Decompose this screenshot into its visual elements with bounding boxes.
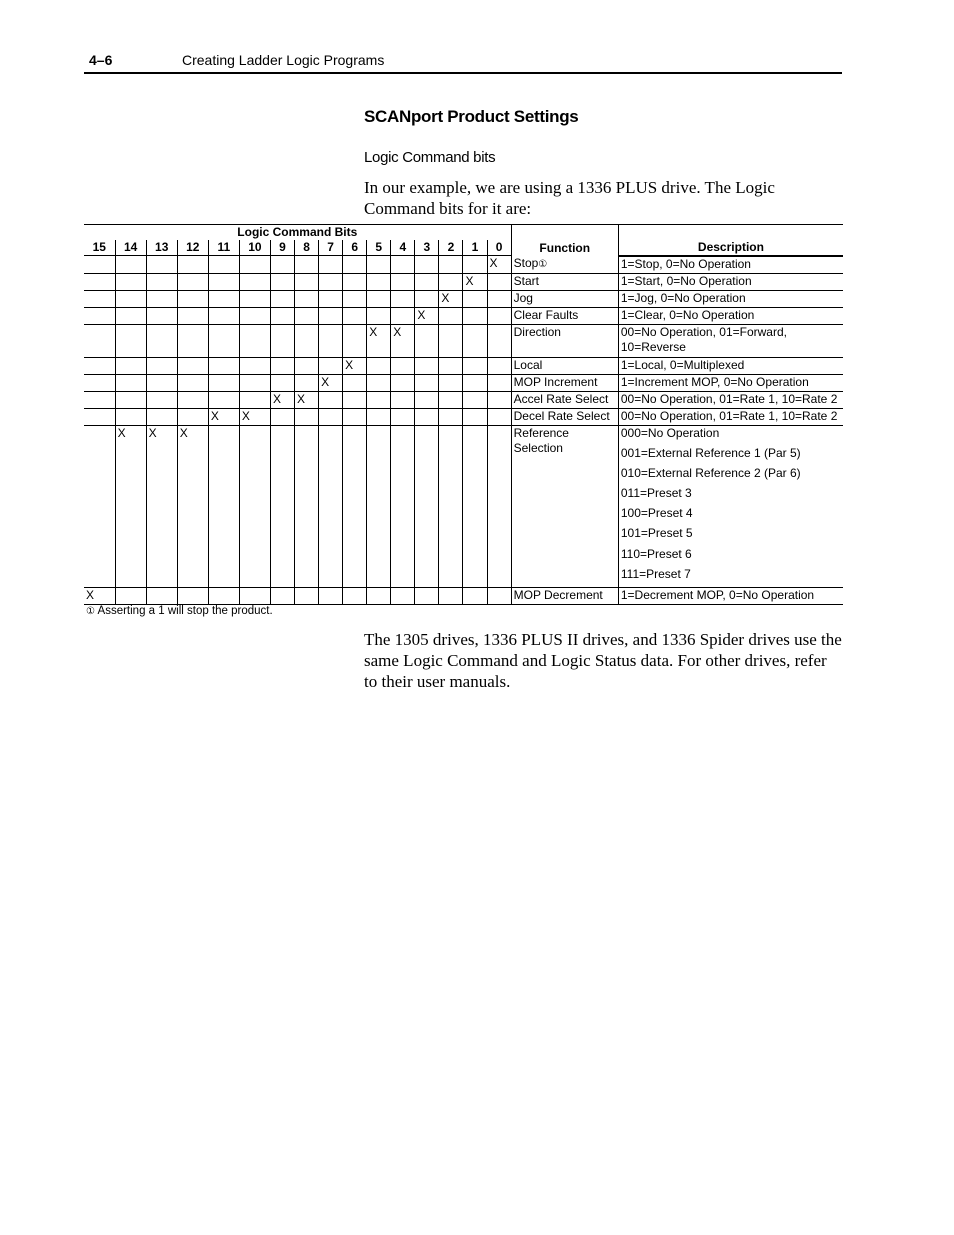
logic-command-table bbox=[84, 224, 843, 605]
bit-cell bbox=[295, 256, 319, 274]
bit-cell bbox=[367, 408, 391, 425]
bit-cell: X bbox=[295, 391, 319, 408]
bit-cell bbox=[295, 425, 319, 588]
function-label: MOP Increment bbox=[513, 374, 598, 389]
table-row bbox=[84, 425, 843, 588]
chapter-title: Creating Ladder Logic Programs bbox=[182, 52, 385, 68]
bit-cell bbox=[319, 408, 343, 425]
bit-cell bbox=[487, 425, 511, 588]
description-cell bbox=[618, 425, 843, 588]
bit-cell bbox=[439, 374, 463, 391]
function-cell bbox=[511, 374, 618, 391]
bit-header: 10 bbox=[239, 240, 270, 256]
bit-cell bbox=[463, 588, 487, 605]
bit-cell bbox=[343, 391, 367, 408]
bit-cell: X bbox=[270, 391, 294, 408]
bit-cell bbox=[270, 588, 294, 605]
bit-cell bbox=[270, 374, 294, 391]
bit-cell bbox=[295, 357, 319, 374]
bit-header: 7 bbox=[319, 240, 343, 256]
bit-cell bbox=[343, 273, 367, 290]
description-line: 011=Preset 3 bbox=[620, 486, 692, 501]
bit-cell bbox=[84, 357, 115, 374]
bit-cell bbox=[367, 357, 391, 374]
table-row bbox=[84, 307, 843, 324]
bit-cell bbox=[115, 357, 146, 374]
bit-cell bbox=[439, 588, 463, 605]
bit-cell bbox=[391, 256, 415, 274]
bit-header: 4 bbox=[391, 240, 415, 256]
function-label: Accel Rate Select bbox=[513, 391, 609, 406]
bit-cell bbox=[463, 307, 487, 324]
function-label: Jog bbox=[513, 290, 533, 305]
function-label: MOP Decrement bbox=[513, 588, 603, 602]
bit-cell bbox=[439, 307, 463, 324]
bit-cell bbox=[367, 290, 391, 307]
function-cell bbox=[511, 357, 618, 374]
bit-cell bbox=[487, 588, 511, 605]
bit-cell bbox=[239, 256, 270, 274]
bit-cell bbox=[177, 374, 208, 391]
bit-cell bbox=[146, 307, 177, 324]
bit-cell: X bbox=[177, 425, 208, 588]
table-body bbox=[84, 256, 843, 605]
function-cell bbox=[511, 307, 618, 324]
bit-cell bbox=[319, 357, 343, 374]
table-row bbox=[84, 324, 843, 357]
bit-cell bbox=[391, 307, 415, 324]
bit-cell bbox=[146, 408, 177, 425]
bit-cell bbox=[115, 256, 146, 274]
description-header: Description bbox=[618, 225, 843, 256]
bit-cell bbox=[439, 357, 463, 374]
bit-cell bbox=[208, 374, 239, 391]
bit-cell bbox=[295, 324, 319, 357]
bit-cell: X bbox=[487, 256, 511, 274]
footnote-symbol: ① bbox=[86, 606, 95, 617]
bit-cell bbox=[177, 324, 208, 357]
bit-cell bbox=[487, 307, 511, 324]
description-line: 001=External Reference 1 (Par 5) bbox=[620, 445, 801, 460]
bit-cell bbox=[84, 425, 115, 588]
bit-cell bbox=[146, 256, 177, 274]
table-row bbox=[84, 374, 843, 391]
bit-cell bbox=[487, 324, 511, 357]
bit-cell bbox=[415, 391, 439, 408]
bit-cell bbox=[391, 273, 415, 290]
bit-header: 14 bbox=[115, 240, 146, 256]
bit-cell bbox=[270, 408, 294, 425]
bit-cell bbox=[367, 256, 391, 274]
bit-cell bbox=[84, 374, 115, 391]
bit-cell bbox=[295, 307, 319, 324]
bit-cell bbox=[208, 273, 239, 290]
function-cell bbox=[511, 324, 618, 357]
bit-cell bbox=[343, 588, 367, 605]
bit-cell: X bbox=[415, 307, 439, 324]
bit-header: 0 bbox=[487, 240, 511, 256]
bit-cell bbox=[146, 290, 177, 307]
bit-cell bbox=[239, 425, 270, 588]
bit-cell bbox=[177, 391, 208, 408]
table-row bbox=[84, 408, 843, 425]
bit-cell bbox=[270, 256, 294, 274]
table-row bbox=[84, 588, 843, 605]
bit-cell bbox=[84, 256, 115, 274]
bit-cell: X bbox=[208, 408, 239, 425]
bit-cell bbox=[319, 307, 343, 324]
description-line: 110=Preset 6 bbox=[620, 546, 692, 561]
table-row bbox=[84, 273, 843, 290]
bit-cell bbox=[270, 324, 294, 357]
bit-cell bbox=[415, 290, 439, 307]
bit-cell bbox=[367, 374, 391, 391]
description-line: 101=Preset 5 bbox=[620, 526, 693, 541]
bit-cell bbox=[208, 290, 239, 307]
footnote-text: Asserting a 1 will stop the product. bbox=[97, 605, 273, 617]
bit-header: 13 bbox=[146, 240, 177, 256]
bit-cell bbox=[487, 374, 511, 391]
function-label: Start bbox=[513, 273, 539, 288]
bit-cell bbox=[146, 374, 177, 391]
intro-paragraph: In our example, we are using a 1336 PLUS drive. The Logic Command bits for it are: bbox=[364, 178, 775, 218]
bit-cell bbox=[319, 425, 343, 588]
bit-cell bbox=[343, 290, 367, 307]
bit-cell bbox=[463, 324, 487, 357]
bit-cell bbox=[439, 425, 463, 588]
bit-cell bbox=[487, 391, 511, 408]
bit-cell bbox=[84, 391, 115, 408]
bit-cell bbox=[343, 256, 367, 274]
bit-cell bbox=[239, 307, 270, 324]
footnote bbox=[86, 605, 273, 617]
bit-cell bbox=[415, 374, 439, 391]
table-row bbox=[84, 256, 843, 274]
bit-cell bbox=[415, 425, 439, 588]
function-label: Direction bbox=[513, 324, 561, 339]
bit-cell bbox=[439, 256, 463, 274]
bit-cell bbox=[146, 391, 177, 408]
bit-cell bbox=[487, 408, 511, 425]
bit-cell bbox=[415, 588, 439, 605]
bit-cell bbox=[439, 408, 463, 425]
bit-cell bbox=[115, 290, 146, 307]
bit-cell bbox=[295, 588, 319, 605]
function-cell bbox=[511, 290, 618, 307]
bit-header: 1 bbox=[463, 240, 487, 256]
bit-cell bbox=[177, 357, 208, 374]
function-label: Clear Faults bbox=[513, 307, 579, 322]
bit-cell bbox=[115, 273, 146, 290]
closing-paragraph: The 1305 drives, 1336 PLUS II drives, and 1336 Spider drives use the same Logic Command and Logic Status data. For other drives, refer to their user manuals. bbox=[364, 630, 842, 691]
bit-cell bbox=[270, 290, 294, 307]
bit-cell bbox=[295, 273, 319, 290]
bit-cell bbox=[343, 425, 367, 588]
description-cell: 1=Decrement MOP, 0=No Operation bbox=[618, 588, 843, 605]
bit-cell bbox=[319, 273, 343, 290]
bit-cell bbox=[319, 290, 343, 307]
table-row bbox=[84, 357, 843, 374]
function-cell bbox=[511, 273, 618, 290]
bit-cell: X bbox=[343, 357, 367, 374]
bit-cell: X bbox=[319, 374, 343, 391]
bit-header: 2 bbox=[439, 240, 463, 256]
bit-cell bbox=[343, 408, 367, 425]
bit-cell bbox=[146, 324, 177, 357]
bit-cell bbox=[343, 374, 367, 391]
description-cell: 00=No Operation, 01=Forward, 10=Reverse bbox=[618, 324, 843, 357]
description-cell: 1=Local, 0=Multiplexed bbox=[618, 357, 843, 374]
bit-cell bbox=[115, 588, 146, 605]
bit-cell bbox=[239, 273, 270, 290]
bit-cell bbox=[343, 307, 367, 324]
bit-cell bbox=[239, 588, 270, 605]
page-header bbox=[84, 50, 842, 74]
bit-cell bbox=[208, 588, 239, 605]
bit-cell bbox=[208, 324, 239, 357]
bit-cell bbox=[343, 324, 367, 357]
description-cell: 1=Jog, 0=No Operation bbox=[618, 290, 843, 307]
bit-cell bbox=[115, 374, 146, 391]
bit-cell bbox=[270, 425, 294, 588]
bit-cell bbox=[208, 425, 239, 588]
bit-cell: X bbox=[239, 408, 270, 425]
bit-cell bbox=[391, 391, 415, 408]
bit-cell bbox=[415, 408, 439, 425]
bit-cell bbox=[463, 391, 487, 408]
description-cell: 1=Stop, 0=No Operation bbox=[618, 256, 843, 274]
group-header: Logic Command Bits bbox=[84, 225, 511, 241]
bit-cell bbox=[239, 324, 270, 357]
bit-cell bbox=[463, 357, 487, 374]
bit-cell bbox=[208, 307, 239, 324]
bit-cell bbox=[463, 256, 487, 274]
bit-cell bbox=[84, 307, 115, 324]
bit-cell bbox=[415, 273, 439, 290]
bit-cell bbox=[463, 408, 487, 425]
bit-cell bbox=[391, 374, 415, 391]
function-label: Local bbox=[513, 357, 543, 372]
function-cell bbox=[511, 408, 618, 425]
section-title: SCANport Product Settings bbox=[364, 107, 579, 126]
bit-cell bbox=[146, 273, 177, 290]
bit-header: 12 bbox=[177, 240, 208, 256]
bit-header: 9 bbox=[270, 240, 294, 256]
description-cell: 1=Clear, 0=No Operation bbox=[618, 307, 843, 324]
bit-cell bbox=[270, 307, 294, 324]
description-line: 010=External Reference 2 (Par 6) bbox=[620, 465, 801, 480]
description-cell: 00=No Operation, 01=Rate 1, 10=Rate 2 bbox=[618, 391, 843, 408]
bit-cell: X bbox=[115, 425, 146, 588]
description-line: 000=No Operation bbox=[620, 425, 720, 440]
bit-cell bbox=[391, 588, 415, 605]
footnote-marker: ① bbox=[538, 258, 548, 270]
bit-header: 3 bbox=[415, 240, 439, 256]
function-label: Decel Rate Select bbox=[513, 408, 610, 423]
bit-header: 6 bbox=[343, 240, 367, 256]
function-cell bbox=[511, 425, 618, 588]
bit-cell bbox=[319, 324, 343, 357]
bit-cell bbox=[295, 408, 319, 425]
bit-cell bbox=[84, 408, 115, 425]
bit-cell: X bbox=[439, 290, 463, 307]
bit-cell bbox=[115, 408, 146, 425]
bit-cell bbox=[270, 273, 294, 290]
subheading: Logic Command bits bbox=[364, 149, 496, 166]
bit-cell bbox=[84, 324, 115, 357]
bit-cell bbox=[115, 307, 146, 324]
description-line: 100=Preset 4 bbox=[620, 506, 693, 521]
bit-header: 8 bbox=[295, 240, 319, 256]
bit-cell bbox=[439, 273, 463, 290]
bit-cell bbox=[415, 324, 439, 357]
description-cell: 1=Increment MOP, 0=No Operation bbox=[618, 374, 843, 391]
bit-cell bbox=[319, 391, 343, 408]
bit-cell bbox=[295, 290, 319, 307]
bit-cell bbox=[463, 290, 487, 307]
bit-cell bbox=[439, 391, 463, 408]
description-cell: 00=No Operation, 01=Rate 1, 10=Rate 2 bbox=[618, 408, 843, 425]
bit-cell bbox=[319, 256, 343, 274]
function-label: Reference Selection bbox=[513, 425, 569, 455]
bit-header: 15 bbox=[84, 240, 115, 256]
bit-cell bbox=[391, 290, 415, 307]
bit-cell: X bbox=[463, 273, 487, 290]
function-cell bbox=[511, 588, 618, 605]
table-row bbox=[84, 290, 843, 307]
bit-cell bbox=[239, 374, 270, 391]
bit-cell: X bbox=[146, 425, 177, 588]
bit-cell bbox=[391, 425, 415, 588]
bit-cell bbox=[463, 374, 487, 391]
bit-cell bbox=[115, 391, 146, 408]
function-label: Stop bbox=[513, 255, 539, 270]
bit-cell bbox=[391, 357, 415, 374]
bit-cell bbox=[487, 273, 511, 290]
bit-cell bbox=[177, 273, 208, 290]
bit-cell bbox=[177, 408, 208, 425]
bit-cell bbox=[367, 588, 391, 605]
bit-cell bbox=[319, 588, 343, 605]
bit-cell bbox=[439, 324, 463, 357]
bit-cell bbox=[177, 588, 208, 605]
bit-cell bbox=[239, 290, 270, 307]
function-cell bbox=[511, 256, 618, 274]
function-cell bbox=[511, 391, 618, 408]
page-number: 4–6 bbox=[89, 52, 113, 68]
bit-cell bbox=[84, 290, 115, 307]
description-line: 111=Preset 7 bbox=[620, 566, 691, 581]
bit-cell bbox=[177, 256, 208, 274]
bit-cell bbox=[270, 357, 294, 374]
bit-cell: X bbox=[84, 588, 115, 605]
bit-cell: X bbox=[367, 324, 391, 357]
bit-cell bbox=[367, 391, 391, 408]
bit-cell bbox=[367, 273, 391, 290]
bit-cell bbox=[177, 307, 208, 324]
bit-header: 11 bbox=[208, 240, 239, 256]
bit-cell bbox=[487, 357, 511, 374]
bit-cell: X bbox=[391, 324, 415, 357]
bit-cell bbox=[391, 408, 415, 425]
bit-cell bbox=[295, 374, 319, 391]
bit-header: 5 bbox=[367, 240, 391, 256]
bit-cell bbox=[146, 357, 177, 374]
bit-cell bbox=[208, 357, 239, 374]
bit-cell bbox=[146, 588, 177, 605]
bit-cell bbox=[415, 256, 439, 274]
bit-cell bbox=[239, 357, 270, 374]
function-header: Function bbox=[511, 225, 618, 256]
bit-cell bbox=[367, 307, 391, 324]
bit-cell bbox=[177, 290, 208, 307]
bit-cell bbox=[239, 391, 270, 408]
bit-cell bbox=[208, 256, 239, 274]
bit-cell bbox=[415, 357, 439, 374]
bit-cell bbox=[208, 391, 239, 408]
bit-cell bbox=[463, 425, 487, 588]
bit-cell bbox=[367, 425, 391, 588]
table-row bbox=[84, 391, 843, 408]
bit-cell bbox=[84, 273, 115, 290]
bit-cell bbox=[487, 290, 511, 307]
description-cell: 1=Start, 0=No Operation bbox=[618, 273, 843, 290]
bit-cell bbox=[115, 324, 146, 357]
